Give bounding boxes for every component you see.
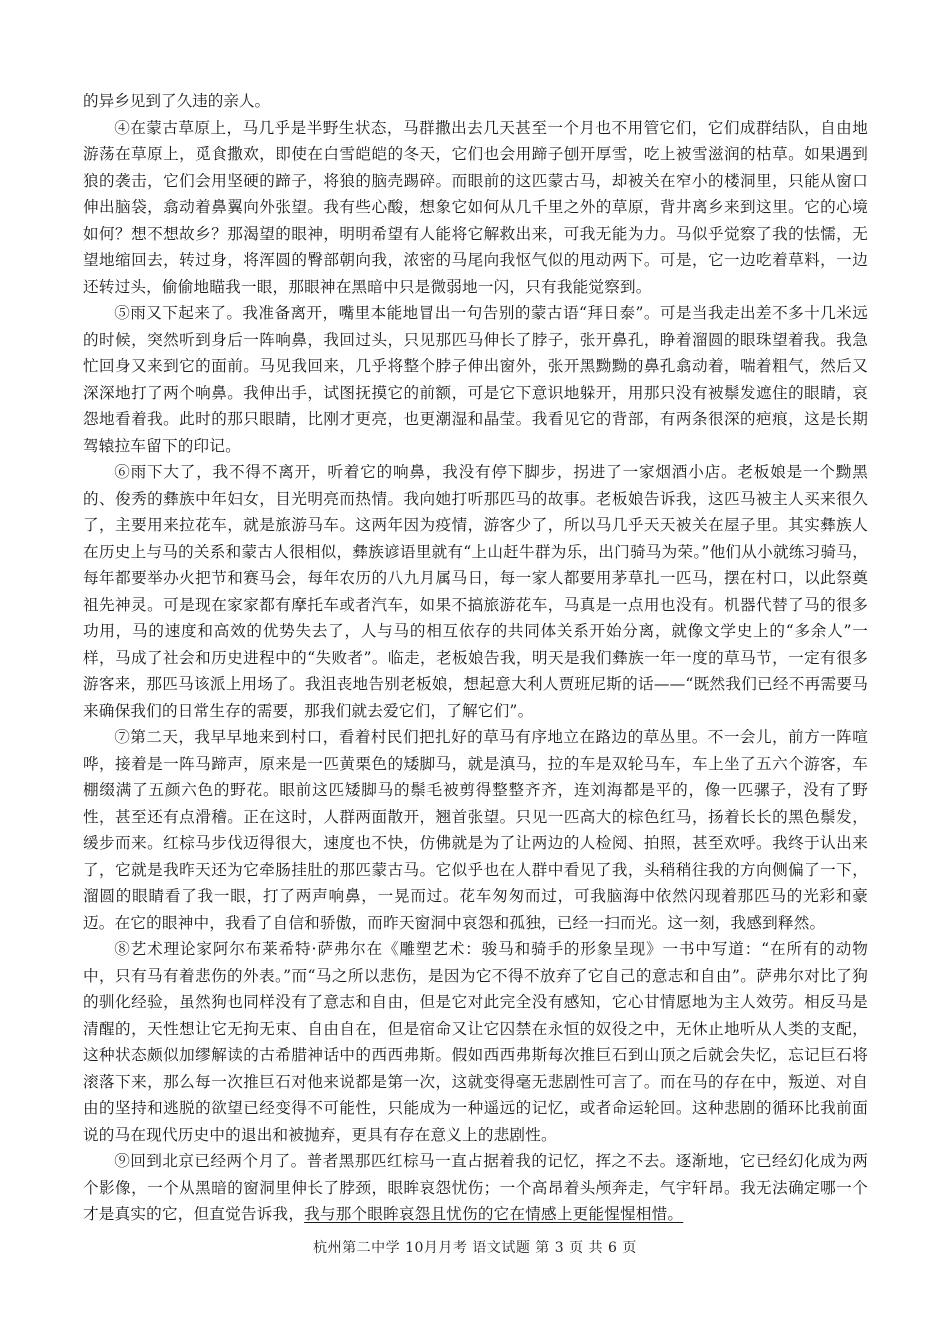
paragraph-continuation: 的异乡见到了久违的亲人。 <box>83 92 271 110</box>
underlined-sentence: 我与那个眼眸哀怨且忧伤的它在情感上更能惺惺相惜。 <box>304 1205 684 1223</box>
paragraph-7: ⑦第二天，我早早地来到村口，看着村民们把扎好的草马有序地立在路边的草丛里。不一会儿，前方一阵喧哗，接着是一阵马蹄声，原来是一匹黄栗色的矮脚马，就是滇马，拉的车是双轮马车，车上坐了五六个游客，车棚缀满了五颜六色的野花。眼前这匹矮脚马的鬃毛被剪得整整齐齐，连刘海都是平的，像一匹骡子，没有了野性，甚至还有点滑稽。正在这时，人群两面散开，翘首张望。只见一匹高大的棕色红马，扬着长长的黑色鬃发，缓步而来。红棕马步伐迈得很大，速度也不快，仿佛就是为了让两边的人检阅、拍照，甚至欢呼。我终于认出来了，它就是我昨天还为它牵肠挂肚的那匹蒙古马。它似乎也在人群中看见了我，头稍稍往我的方向侧偏了一下，溜圆的眼睛看了我一眼，打了两声响鼻，一晃而过。花车匆匆而过，可我脑海中依然闪现着那匹马的光彩和豪迈。在它的眼神中，我看了自信和骄傲，而昨天窗洞中哀怨和孤独，已经一扫而光。这一刻，我感到释然。 <box>83 728 868 932</box>
document-body <box>83 88 868 1228</box>
paragraph-8: ⑧艺术理论家阿尔布莱希特·萨弗尔在《雕塑艺术：骏马和骑手的形象呈现》一书中写道：“在所有的动物中，只有马有着悲伤的外表。”而“马之所以悲伤，是因为它不得不放弃了它自己的意志和自由”。萨弗尔对比了狗的驯化经验，虽然狗也同样没有了意志和自由，但是它对此完全没有感知，它心甘情愿地为主人效劳。相反马是清醒的，天性想让它无拘无束、自由自在，但是宿命又让它囚禁在永恒的奴役之中，无休止地听从人类的支配，这种状态颇似加缪解读的古希腊神话中的西西弗斯。假如西西弗斯每次推巨石到山顶之后就会失忆，忘记巨石将滚落下来，那么每一次推巨石对他来说都是第一次，这就变得毫无悲剧性可言了。而在马的存在中，叛逆、对自由的坚持和逃脱的欲望已经变得不可能性，只能成为一种遥远的记忆，或者命运轮回。这种悲剧的循环比我前面说的马在现代历史中的退出和被抛弃，更具有存在意义上的悲剧性。 <box>83 940 868 1144</box>
page-footer: 杭州第二中学 10月月考 语文试题 第 3 页 共 6 页 <box>313 1240 637 1256</box>
paragraph-6: ⑥雨下大了，我不得不离开，听着它的响鼻，我没有停下脚步，拐进了一家烟酒小店。老板娘是一个黝黑的、俊秀的彝族中年妇女，目光明亮而热情。我向她打听那匹马的故事。老板娘告诉我，这匹马被主人买来很久了，主要用来拉花车，就是旅游马车。这两年因为疫情，游客少了，所以马几乎天天被关在屋子里。其实彝族人在历史上与马的关系和蒙古人很相似，彝族谚语里就有“上山赶牛群为乐，出门骑马为荣。”他们从小就练习骑马，每年都要举办火把节和赛马会，每年农历的八九月属马日，每一家人都要用茅草扎一匹马，摆在村口，以此祭奠祖先神灵。可是现在家家都有摩托车或者汽车，如果不搞旅游花车，马真是一点用也没有。机器代替了马的很多功用，马的速度和高效的优势失去了，人与马的相互依存的共同体关系开始分离，就像文学史上的“多余人”一样，马成了社会和历史进程中的“失败者”。临走，老板娘告我，明天是我们彝族一年一度的草马节，一定有很多游客来，那匹马该派上用场了。我沮丧地告别老板娘，想起意大利人贾班尼斯的话——“既然我们已经不再需要马来确保我们的日常生存的需要，那我们就去爱它们，了解它们”。 <box>83 463 868 720</box>
paragraph-9 <box>83 1148 868 1228</box>
paragraph-5: ⑤雨又下起来了。我准备离开，嘴里本能地冒出一句告别的蒙古语“拜日泰”。可是当我走出差不多十几米远的时候，突然听到身后一阵响鼻，我回过头，只见那匹马伸长了脖子，张开鼻孔，睁着溜圆的眼珠望着我。我急忙回身又来到它的面前。马见我回来，几乎将整个脖子伸出窗外，张开黑黝黝的鼻孔翕动着，喘着粗气，然后又深深地打了两个响鼻。我伸出手，试图抚摸它的前额，可是它下意识地躲开，用那只没有被鬃发遮住的眼睛，哀怨地看着我。此时的那只眼睛，比刚才更亮，也更潮湿和晶莹。我看见它的背部，有两条很深的疤痕，这是长期驾辕拉车留下的印记。 <box>83 304 868 455</box>
paragraph-4: ④在蒙古草原上，马几乎是半野生状态，马群撒出去几天甚至一个月也不用管它们，它们成群结队，自由地游荡在草原上，觅食撒欢，即使在白雪皑皑的冬天，它们也会用蹄子刨开厚雪，吃上被雪滋润的枯草。如果遇到狼的袭击，它们会用坚硬的蹄子，将狼的脑壳踢碎。而眼前的这匹蒙古马，却被关在窄小的楼洞里，只能从窗口伸出脑袋，翕动着鼻翼向外张望。我有些心酸，想象它如何从几千里之外的草原，背井离乡来到这里。它的心境如何？想不想故乡？那渴望的眼神，明明希望有人能将它解救出来，可我无能为力。马似乎觉察了我的怯懦，无望地缩回去，转过身，将浑圆的臀部朝向我，浓密的马尾向我怄气似的甩动两下。可是，它一边吃着草料，一边还转过头，偷偷地瞄我一眼，那眼神在黑暗中只是微弱地一闪，只有我能觉察到。 <box>83 118 868 296</box>
paragraph-9-text: ⑨回到北京已经两个月了。普者黑那匹红棕马一直占据着我的记忆，挥之不去。逐渐地，它已经幻化成为两个影像，一个从黑暗的窗洞里伸长了脖颈，眼眸哀怨忧伤；一个高昂着头颅奔走，气宇轩昂。我无法确定哪一个才是真实的它，但直觉告诉我， <box>83 1152 868 1223</box>
